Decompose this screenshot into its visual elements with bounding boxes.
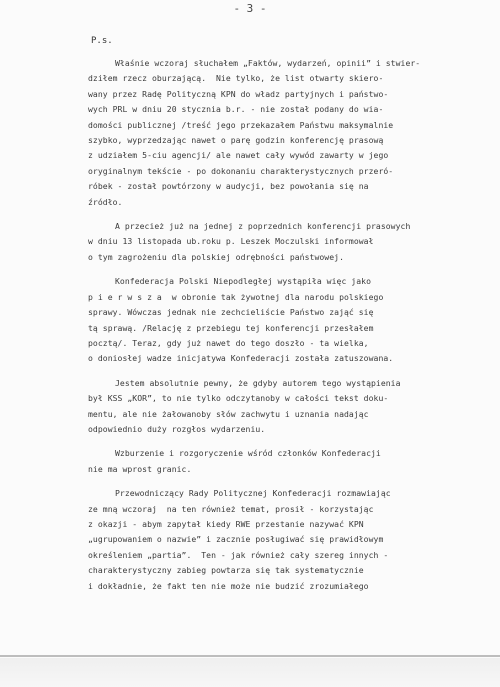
text-line: z okazji - abym zapytał kiedy RWE przestanie nazywać KPN bbox=[88, 518, 364, 529]
text-line: źródło. bbox=[88, 196, 123, 207]
scan-bottom-margin bbox=[0, 658, 500, 687]
text-line: pocztą/. Teraz, gdy już nawet do tego doszło - ta wielka, bbox=[88, 337, 369, 348]
text-line: w dniu 13 listopada ub.roku p. Leszek Moczulski informował bbox=[88, 236, 374, 247]
text-line: dziłem rzecz oburzającą. Nie tylko, że list otwarty skiero- bbox=[88, 73, 384, 84]
text-line: „ugrupowaniem o nazwie” i zacznie posługiwać się prawidłowym bbox=[88, 534, 384, 545]
text-line: nie ma wprost granic. bbox=[88, 463, 192, 474]
text-line: Przewodniczący Rady Politycznej Konfederacji rozmawiając bbox=[115, 488, 391, 499]
text-line: róbek - został powtórzony w audycji, bez powołania się na bbox=[88, 181, 369, 192]
text-line: wych PRL w dniu 20 stycznia b.r. - nie został podany do wia- bbox=[88, 104, 384, 115]
text-line: oryginalnym tekście - po dokonaniu charakterystycznych przeró- bbox=[88, 165, 394, 176]
text-line: wany przez Radę Polityczną KPN do władz partyjnych i państwo- bbox=[88, 88, 389, 99]
text-line: Wzburzenie i rozgoryczenie wśród członków Konfederacji bbox=[115, 448, 381, 459]
text-line: o doniosłej wadze inicjatywa Konfederacji została zatuszowana. bbox=[88, 353, 394, 364]
text-line: był KSS „KOR”, to nie tylko odczytanoby w całości tekst doku- bbox=[88, 393, 389, 404]
text-line: sprawy. Wówczas jednak nie zechcieliście Państwo zająć się bbox=[88, 307, 374, 318]
text-line: A przecież już na jednej z poprzednich konferencji prasowych bbox=[115, 221, 411, 232]
letter-body bbox=[88, 56, 490, 594]
text-line: tą sprawą. /Relację z przebiegu tej konferencji przesłałem bbox=[88, 322, 374, 333]
text-line: z udziałem 5-ciu agencji/ ale nawet cały wywód zawarty w jego bbox=[88, 150, 389, 161]
text-line: domości publicznej /treść jego przekazałem Państwu maksymalnie bbox=[88, 119, 394, 130]
text-line: Konfederacja Polski Niepodległej wystąpiła więc jako bbox=[115, 276, 371, 287]
text-line: określeniem „partia”. Ten - jak również cały szereg innych - bbox=[88, 549, 389, 560]
scan-edge-line bbox=[0, 655, 500, 657]
text-line: o tym zagrożeniu dla polskiej odrębności państwowej. bbox=[88, 251, 344, 262]
text-line: ze mną wczoraj na ten również temat, prosił - korzystając bbox=[88, 503, 374, 514]
paragraph-1 bbox=[88, 56, 490, 210]
text-line: odpowiednio duży rozgłos wydarzeniu. bbox=[88, 423, 266, 434]
postscript-label: P.s. bbox=[91, 36, 113, 46]
paragraph-5 bbox=[88, 446, 490, 477]
text-line: Jestem absolutnie pewny, że gdyby autorem tego wystąpienia bbox=[115, 377, 401, 388]
text-line: Właśnie wczoraj słuchałem „Faktów, wydarzeń, opinii” i stwier- bbox=[115, 58, 421, 68]
paragraph-4 bbox=[88, 376, 490, 438]
text-line: mentu, ale nie żałowanoby słów zachwytu i uznania nadając bbox=[88, 408, 369, 419]
text-line: p i e r w s z a w obronie tak żywotnej dla narodu polskiego bbox=[88, 291, 384, 302]
text-line: i dokładnie, że fakt ten nie może nie budzić zrozumiałego bbox=[88, 580, 369, 591]
paragraph-3 bbox=[88, 274, 490, 366]
text-line: szybko, wyprzedzając nawet o parę godzin konferencję prasową bbox=[88, 135, 384, 146]
paragraph-6 bbox=[88, 486, 490, 594]
paragraph-2 bbox=[88, 219, 490, 265]
page-number: - 3 - bbox=[233, 2, 267, 15]
text-line: charakterystyczny zabieg powtarza się tak systematycznie bbox=[88, 565, 364, 576]
